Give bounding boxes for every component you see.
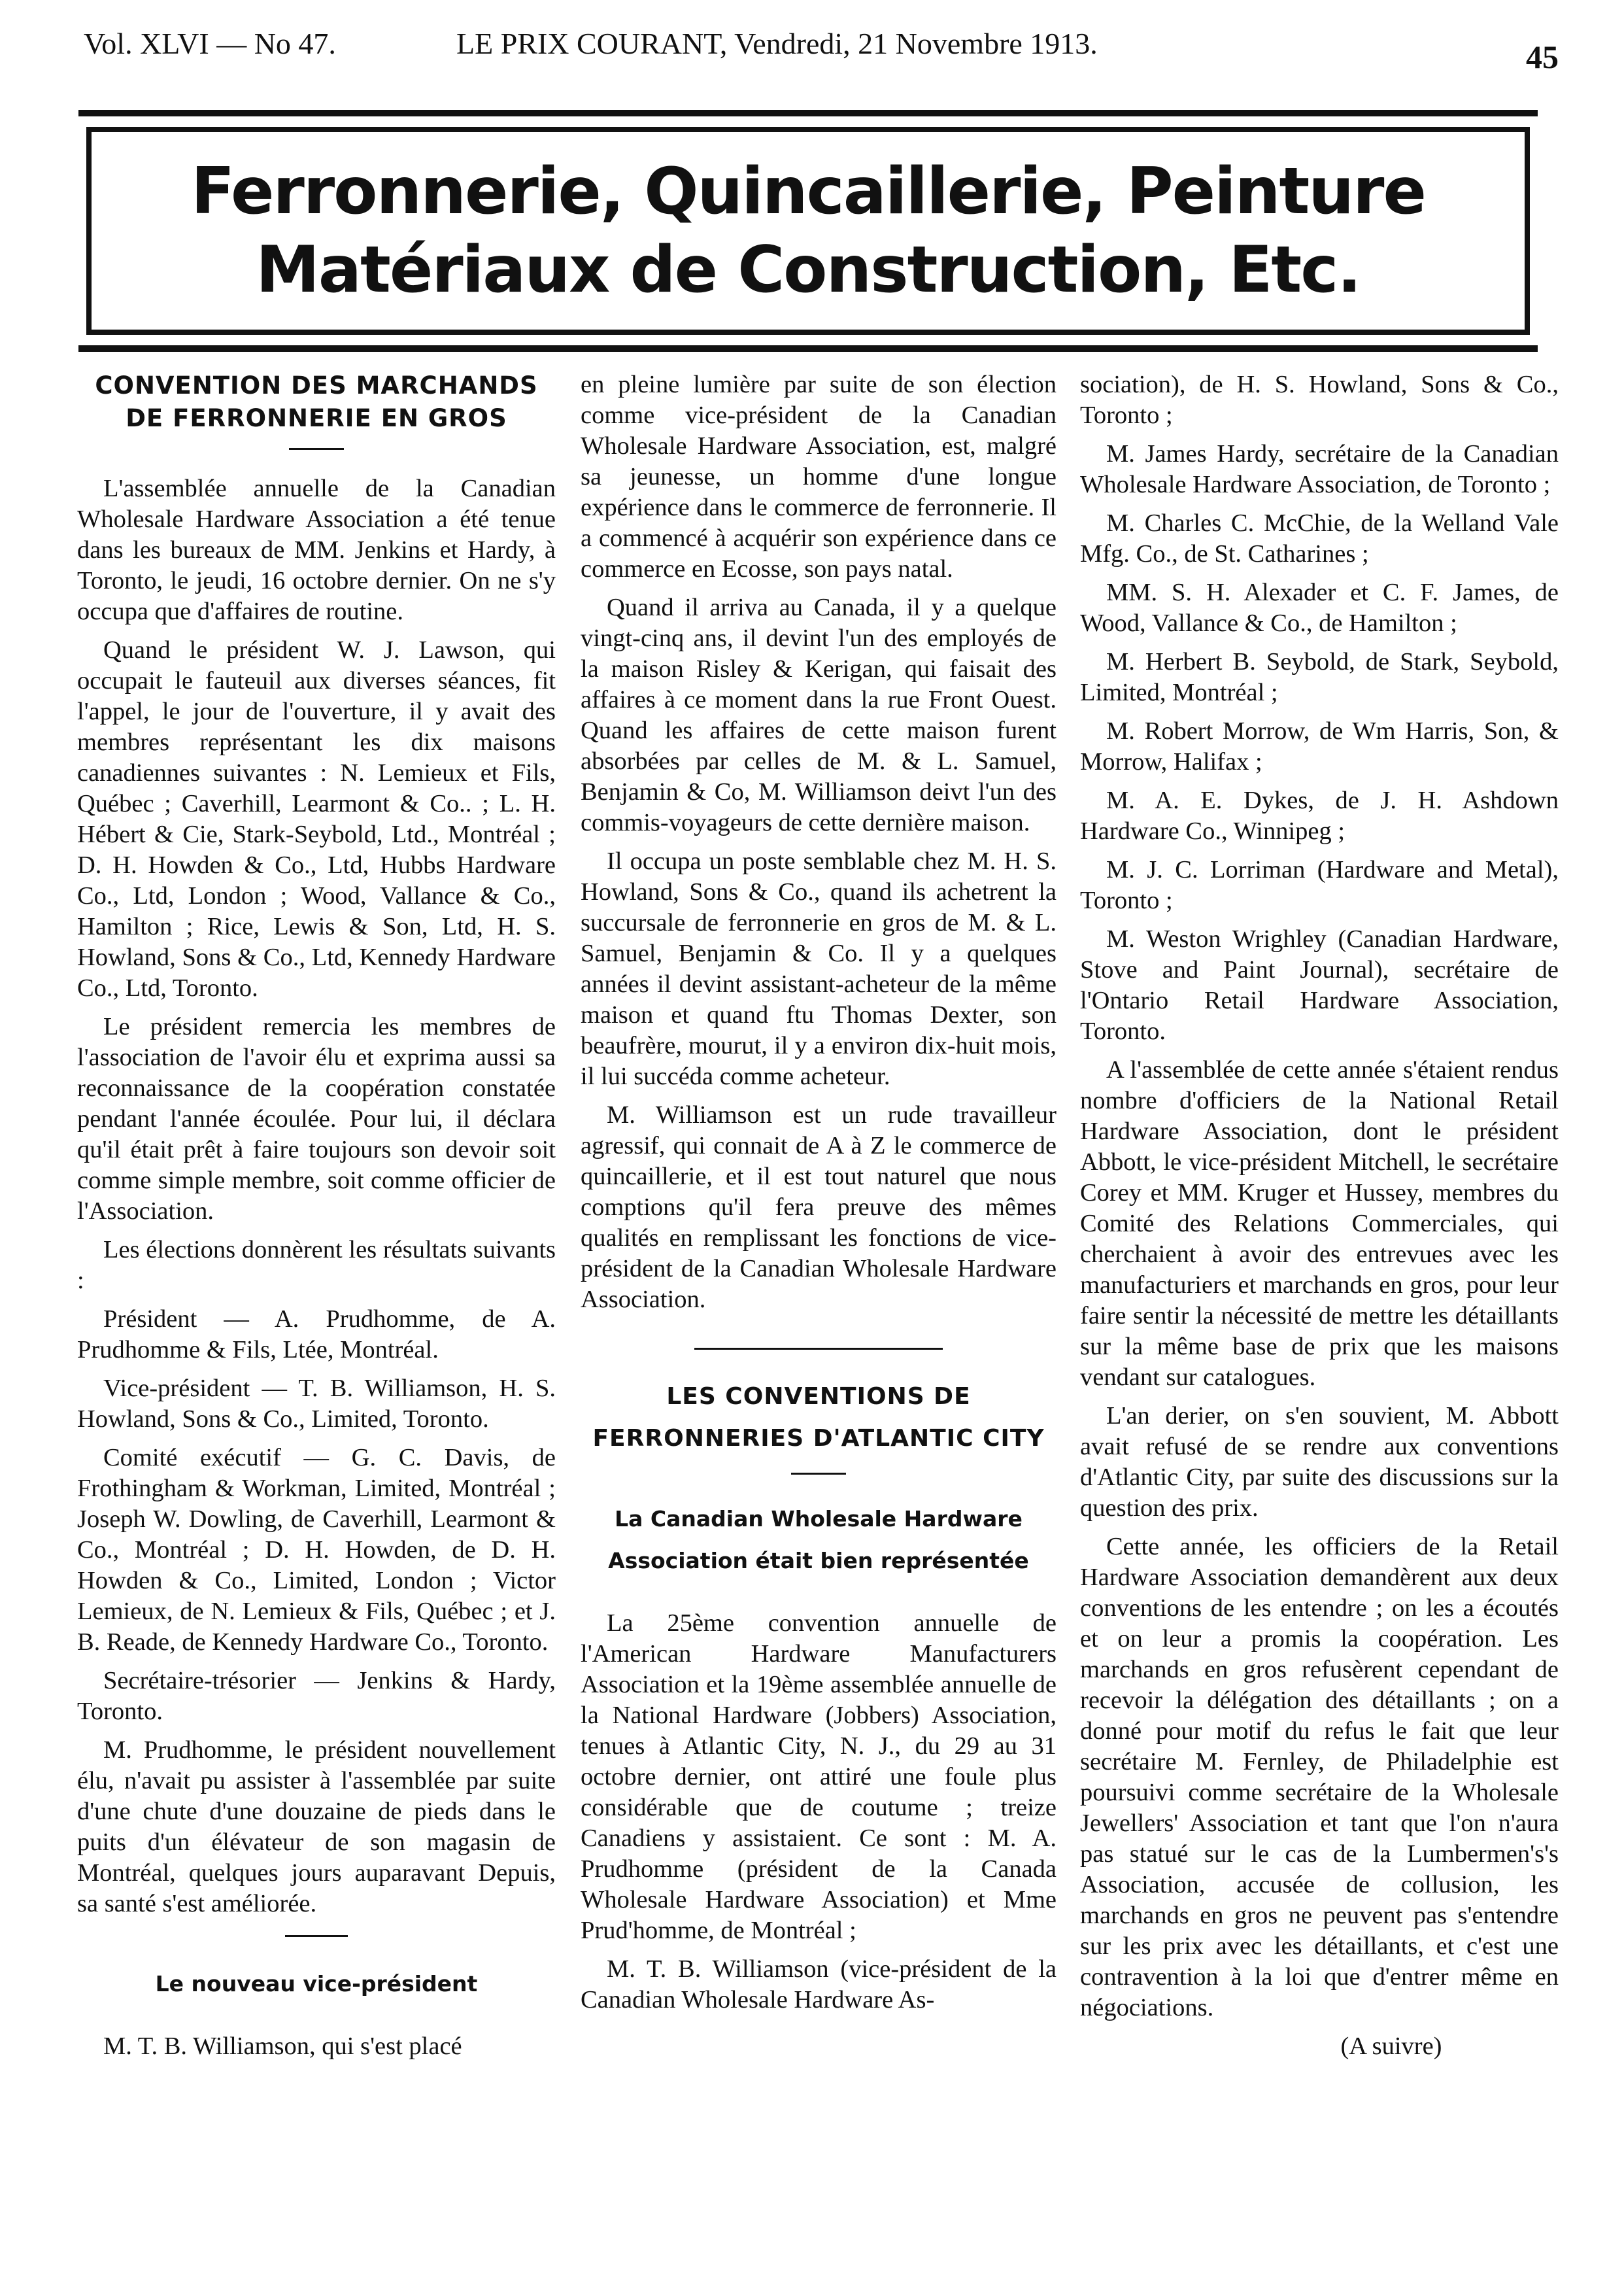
paragraph: M. Williamson est un rude travailleur agressif, qui connait de A à Z le commerce de quincaillerie, et il est tout naturel que nous comptions qu'il fera preuve des mêmes qualités en remplissant les fonctions de vice-président de la Canadian Wholesale Hardware Association. (581, 1101, 1057, 1313)
page-number: 45 (1526, 39, 1559, 75)
publication-title: LE PRIX COURANT, Vendredi, 21 Novembre 1913. (456, 27, 1098, 60)
divider (285, 1935, 348, 1937)
banner-title-line-2: Matériaux de Construction, Etc. (256, 233, 1361, 307)
paragraph: Le président remercia les membres de l'association de l'avoir élu et exprima aussi sa reconnaissance de la coopération constatée pendant l'année écoulée. Pour lui, il déclara qu'il était prêt à faire toujours son devoir soit comme simple membre, soit comme officier de l'Association. (77, 1013, 556, 1225)
paragraph: M. T. B. Williamson (vice-président de la Canadian Wholesale Hardware As- (581, 1955, 1057, 2013)
paragraph: L'an derier, on s'en souvient, M. Abbott avait refusé de se rendre aux conventions d'Atlantic City, par suite des discussions sur la question des prix. (1080, 1402, 1559, 1522)
paragraph: Comité exécutif — G. C. Davis, de Frothingham & Workman, Limited, Montréal ; Joseph W. Dowling, de Caverhill, Learmont & Co., Montréal ; D. H. Howden, de D. H. Howden & Co., Limited, London ; Victor Lemieux, de N. Lemieux & Fils, Québec ; et J. B. Reade, de Kennedy Hardware Co., Toronto. (77, 1444, 556, 1656)
banner-title-line-1: Ferronnerie, Quincaillerie, Peinture (191, 154, 1425, 229)
paragraph: Quand le président W. J. Lawson, qui occupait le fauteuil aux diverses séances, fit l'appel, le jour de l'ouverture, il y avait des membres représentant les dix maisons canadiennes suivantes : N. Lemieux et Fils, Québec ; Caverhill, Learmont & Co.. ; L. H. Hébert & Cie, Stark-Seybold, Ltd., Montréal ; D. H. Howden & Co., Ltd, Hubbs Hardware Co., Ltd, London ; Wood, Vallance & Co., Hamilton ; Rice, Lewis & Son, Ltd, H. S. Howland, Sons & Co., Ltd, Kennedy Hardware Co., Ltd, Toronto. (77, 636, 556, 1002)
subheading: La Canadian Wholesale Hardware Association était bien représentée (608, 1506, 1029, 1573)
paragraph: Quand il arriva au Canada, il y a quelque vingt-cinq ans, il devint l'un des employés de la maison Risley & Kerigan, qui faisait des affaires à ce moment dans la rue Front Ouest. Quand les affaires de cette maison furent absorbées par celles de M. & L. Samuel, Benjamin & Co, M. Williamson deivt l'un des commis-voyageurs de cette dernière maison. (581, 594, 1057, 836)
paragraph: Vice-président — T. B. Williamson, H. S. Howland, Sons & Co., Limited, Toronto. (77, 1375, 556, 1433)
column-2 (581, 369, 1057, 2259)
column-3 (1080, 369, 1559, 2259)
divider (791, 1473, 846, 1475)
paragraph: M. Robert Morrow, de Wm Harris, Son, & Morrow, Halifax ; (1080, 717, 1559, 776)
paragraph: Cette année, les officiers de la Retail Hardware Association demandèrent aux deux conventions de les entendre ; on les a écoutés et on leur a promis la coopération. Les marchands en gros refusèrent cependant de recevoir la délégation des détaillants ; on a donné pour motif du refus le fait que leur secrétaire M. Fernley, de Philadelphie est poursuivi comme secrétaire de la Wholesale Jewellers' Association et tant que l'on n'aura pas statué sur le cas de la Lumbermen's's Association, accusée de collusion, les marchands en gros ne peuvent pas s'entendre sur les prix avec les détaillants, et c'est une contravention à la loi que d'entrer même en négociations. (1080, 1533, 1559, 2021)
section-banner (78, 110, 1538, 352)
paragraph: Les élections donnèrent les résultats suivants : (77, 1236, 556, 1294)
paragraph: M. Prudhomme, le président nouvellement élu, n'avait pu assister à l'assemblée par suite d'une chute d'une douzaine de pieds dans le puits d'un élévateur de son magasin de Montréal, quelques jours auparavant Depuis, sa santé s'est améliorée. (77, 1736, 556, 1917)
running-header (84, 20, 1559, 75)
paragraph: sociation), de H. S. Howland, Sons & Co., Toronto ; (1080, 371, 1559, 429)
paragraph: M. Weston Wrighley (Canadian Hardware, Stove and Paint Journal), secrétaire de l'Ontario Retail Hardware Association, Toronto. (1080, 925, 1559, 1045)
column-1 (77, 369, 556, 2259)
article-heading: LES CONVENTIONS DE FERRONNERIES D'ATLANTIC CITY (592, 1383, 1045, 1452)
article-heading: CONVENTION DES MARCHANDS DE FERRONNERIE EN GROS (95, 371, 538, 432)
divider (694, 1348, 943, 1350)
paragraph: M. T. B. Williamson, qui s'est placé (103, 2032, 462, 2060)
paragraph: L'assemblée annuelle de la Canadian Wholesale Hardware Association a été tenue dans les bureaux de MM. Jenkins et Hardy, à Toronto, le jeudi, 16 octobre dernier. On ne s'y occupa que d'affaires de routine. (77, 475, 556, 625)
continued-note: (A suivre) (1340, 2032, 1442, 2060)
paragraph: M. James Hardy, secrétaire de la Canadian Wholesale Hardware Association, de Toronto ; (1080, 440, 1559, 498)
paragraph: M. A. E. Dykes, de J. H. Ashdown Hardware Co., Winnipeg ; (1080, 787, 1559, 845)
paragraph: M. J. C. Lorriman (Hardware and Metal), Toronto ; (1080, 856, 1559, 914)
paragraph: Président — A. Prudhomme, de A. Prudhomme & Fils, Ltée, Montréal. (77, 1305, 556, 1363)
paragraph: La 25ème convention annuelle de l'American Hardware Manufacturers Association et la 19ème assemblée annuelle de la National Hardware (Jobbers) Association, tenues à Atlantic City, N. J., du 29 au 31 octobre dernier, ont attiré une foule plus considérable que de coutume ; treize Canadiens y assistaient. Ce sont : M. A. Prudhomme (président de la Canada Wholesale Hardware Association) et Mme Prud'homme, de Montréal ; (581, 1609, 1057, 1944)
banner-frame (86, 127, 1530, 335)
paragraph: Secrétaire-trésorier — Jenkins & Hardy, Toronto. (77, 1667, 556, 1725)
paragraph: Il occupa un poste semblable chez M. H. S. Howland, Sons & Co., quand ils achetrent la succursale de ferronnerie en gros de M. & L. Samuel, Benjamin & Co. Il y a quelques années il devint assistant-acheteur de la même maison et quand ftu Thomas Dexter, son beaufrère, mourut, il y a environ dix-huit mois, il lui succéda comme acheteur. (581, 848, 1057, 1090)
paragraph: MM. S. H. Alexader et C. F. James, de Wood, Vallance & Co., de Hamilton ; (1080, 579, 1559, 637)
paragraph: A l'assemblée de cette année s'étaient rendus nombre d'officiers de la National Retail Hardware Association, dont le président Abbott, le vice-président Mitchell, le secrétaire Corey et MM. Kruger et Hussey, membres du Comité des Relations Commerciales, qui cherchaient à avoir des entrevues avec les manufacturiers et marchands en gros, pour leur faire sentir la nécessité de mettre les détaillants sur la même base de prix que les maisons vendant sur catalogues. (1080, 1056, 1559, 1391)
paragraph: M. Charles C. McChie, de la Welland Vale Mfg. Co., de St. Catharines ; (1080, 509, 1559, 568)
divider (289, 448, 344, 450)
volume-number: Vol. XLVI — No 47. (84, 27, 336, 60)
paragraph: en pleine lumière par suite de son élection comme vice-président de la Canadian Wholesale Hardware Association, est, malgré sa jeunesse, un homme d'une longue expérience dans le commerce de ferronnerie. Il a commencé à acquérir son expérience dans ce commerce en Ecosse, son pays natal. (581, 371, 1057, 583)
subheading: Le nouveau vice-président (155, 1971, 478, 1996)
paragraph: M. Herbert B. Seybold, de Stark, Seybold, Limited, Montréal ; (1080, 648, 1559, 706)
